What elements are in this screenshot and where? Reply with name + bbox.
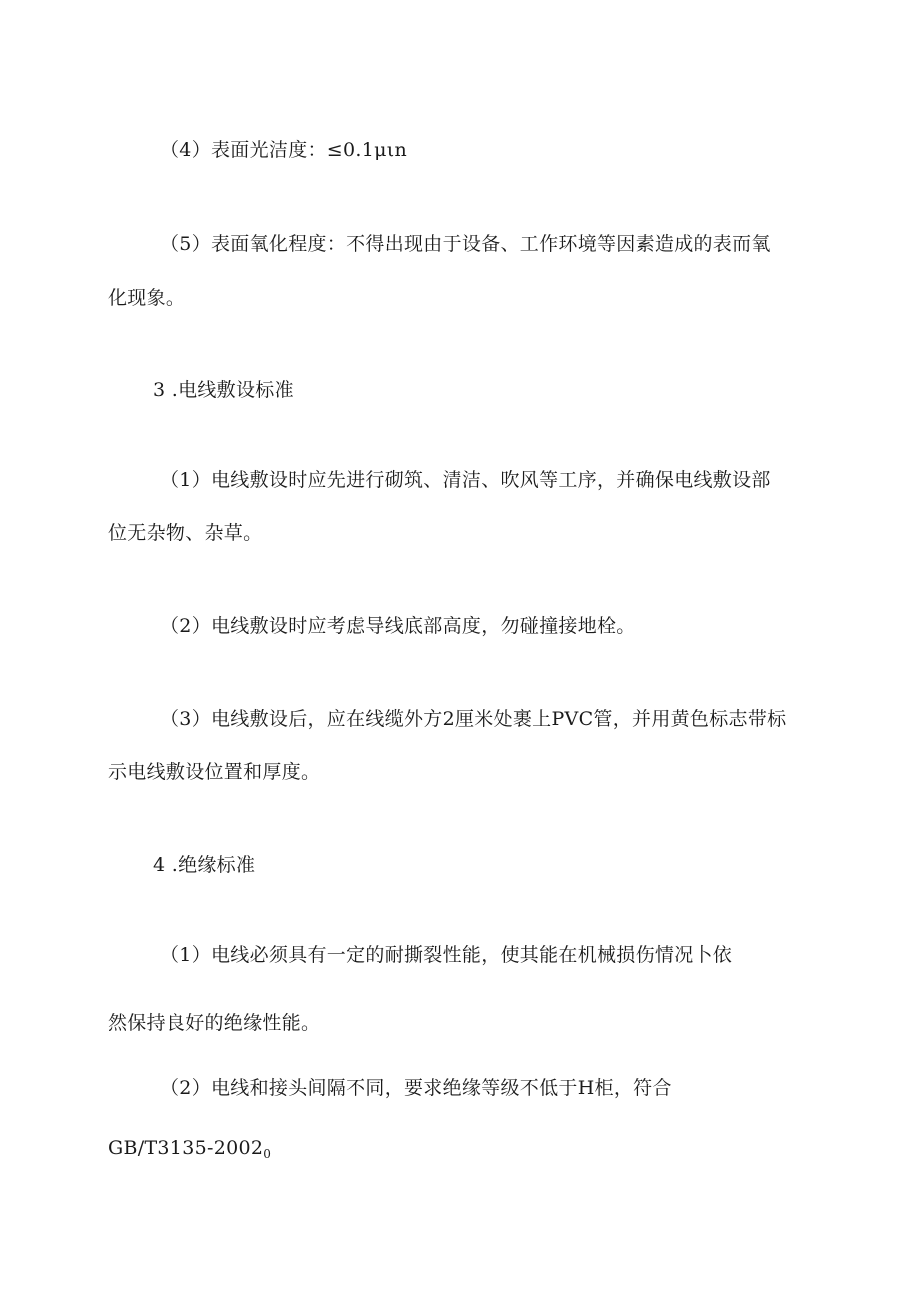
- item-insulation-1: （1）电线必须具有一定的耐撕裂性能，使其能在机械损伤情况卜依: [160, 944, 733, 966]
- item-insulation-1-cont: 然保持良好的绝缘性能。: [108, 1012, 321, 1034]
- item-insulation-2-cont: [108, 1136, 271, 1166]
- section-heading-wire-laying: 3 .电线敷设标准: [153, 379, 294, 401]
- item-insulation-2: （2）电线和接头间隔不同，要求绝缘等级不低于H柜，符合: [160, 1077, 672, 1099]
- item-surface-finish: （4）表面光洁度：≤0.1μιn: [160, 139, 408, 161]
- section-heading-insulation: 4 .绝缘标准: [153, 854, 256, 876]
- item-surface-oxidation: （5）表面氧化程度：不得出现由于设备、工作环境等因素造成的表而氧: [160, 233, 771, 255]
- item-laying-2: （2）电线敷设时应考虑导线底部高度，勿碰撞接地栓。: [160, 615, 636, 637]
- item-surface-oxidation-cont: 化现象。: [108, 287, 186, 309]
- item-laying-1: （1）电线敷设时应先进行砌筑、清洁、吹风等工序，并确保电线敷设部: [160, 469, 771, 491]
- item-laying-1-cont: 位无杂物、杂草。: [108, 522, 263, 544]
- standard-code-subscript: 0: [263, 1147, 272, 1161]
- item-laying-3-cont: 示电线敷设位置和厚度。: [108, 761, 321, 783]
- item-laying-3: （3）电线敷设后，应在线缆外方2厘米处裹上PVC管，并用黄色标志带标: [160, 708, 787, 730]
- standard-code: GB/T3135-2002: [108, 1137, 264, 1159]
